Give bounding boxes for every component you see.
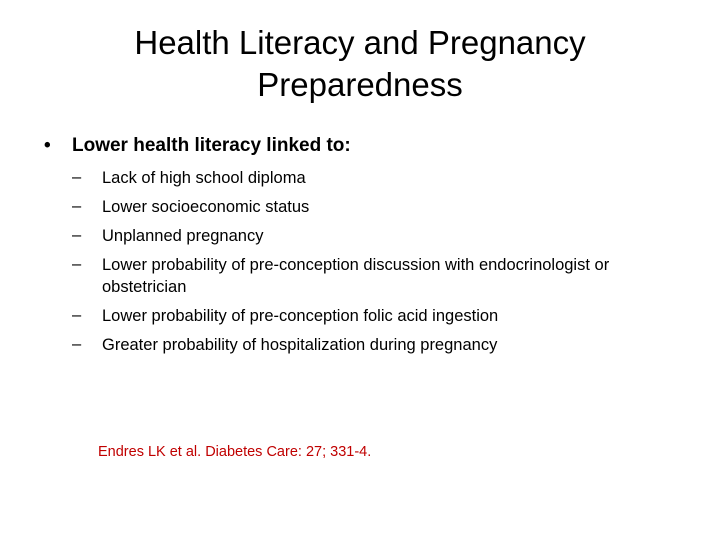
slide-title [60, 22, 660, 106]
sub-bullet-text: Lower probability of pre-conception folic acid ingestion [102, 307, 499, 325]
sub-bullet-item [72, 221, 682, 250]
dash-marker: – [72, 226, 82, 244]
sub-bullet-text: Greater probability of hospitalization during pregnancy [102, 336, 498, 354]
slide-title-line-1: Health Literacy and Pregnancy [134, 24, 586, 61]
sub-bullet-text: Lack of high school diploma [102, 169, 306, 187]
sub-bullet-list [72, 163, 682, 359]
dash-marker: – [72, 168, 82, 186]
dash-marker: – [72, 306, 82, 324]
sub-bullet-text: Lower probability of pre-conception discussion with endocrinologist or obstetrician [102, 256, 610, 296]
sub-bullet-item [72, 250, 682, 301]
sub-bullet-item [72, 330, 682, 359]
sub-bullet-item [72, 301, 682, 330]
slide-title-line-2: Preparedness [257, 66, 463, 103]
citation: Endres LK et al. Diabetes Care: 27; 331-4. [98, 444, 372, 460]
bullet-marker: • [44, 135, 51, 156]
main-bullet-text: Lower health literacy linked to: [72, 135, 351, 156]
sub-bullet-text: Lower socioeconomic status [102, 198, 310, 216]
sub-bullet-text: Unplanned pregnancy [102, 227, 264, 245]
main-bullet [44, 133, 674, 159]
dash-marker: – [72, 255, 82, 273]
dash-marker: – [72, 335, 82, 353]
sub-bullet-item [72, 163, 682, 192]
sub-bullet-item [72, 192, 682, 221]
dash-marker: – [72, 197, 82, 215]
